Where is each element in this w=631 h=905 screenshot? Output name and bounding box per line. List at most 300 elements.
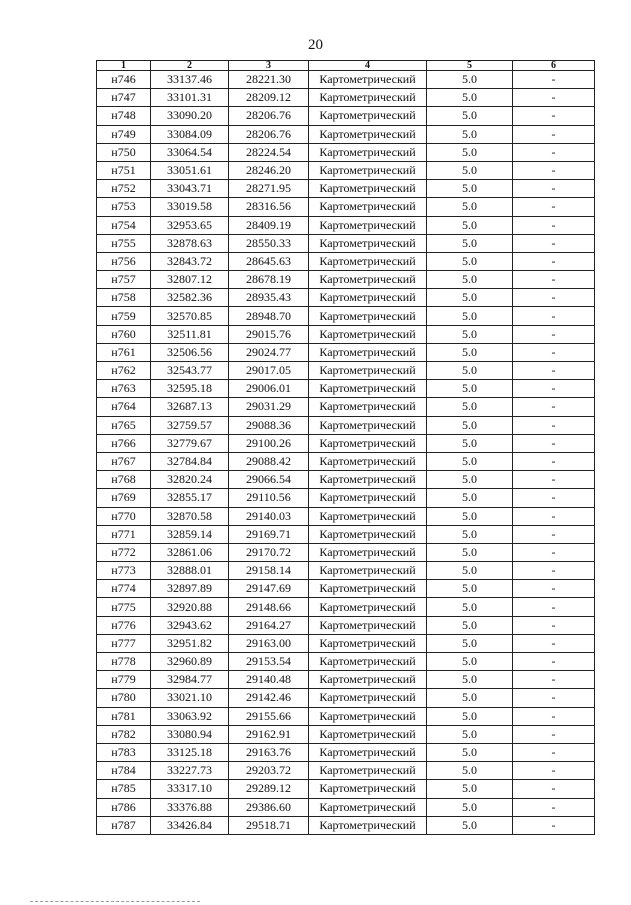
x-coordinate-cell: 33043.71 <box>151 180 229 198</box>
column-header: 6 <box>513 61 595 71</box>
point-id-cell: н757 <box>97 271 151 289</box>
accuracy-cell: 5.0 <box>427 362 513 380</box>
method-cell: Картометрический <box>309 325 427 343</box>
accuracy-cell: 5.0 <box>427 234 513 252</box>
y-coordinate-cell: 28550.33 <box>229 234 309 252</box>
accuracy-cell: 5.0 <box>427 180 513 198</box>
x-coordinate-cell: 32779.67 <box>151 434 229 452</box>
point-id-cell: н772 <box>97 543 151 561</box>
accuracy-cell: 5.0 <box>427 798 513 816</box>
y-coordinate-cell: 29386.60 <box>229 798 309 816</box>
y-coordinate-cell: 29163.76 <box>229 743 309 761</box>
table-row <box>97 580 595 598</box>
accuracy-cell: 5.0 <box>427 562 513 580</box>
point-id-cell: н777 <box>97 634 151 652</box>
note-cell: - <box>513 71 595 89</box>
accuracy-cell: 5.0 <box>427 471 513 489</box>
x-coordinate-cell: 33063.92 <box>151 707 229 725</box>
accuracy-cell: 5.0 <box>427 489 513 507</box>
method-cell: Картометрический <box>309 543 427 561</box>
table-row <box>97 143 595 161</box>
note-cell: - <box>513 143 595 161</box>
x-coordinate-cell: 33090.20 <box>151 107 229 125</box>
y-coordinate-cell: 29158.14 <box>229 562 309 580</box>
y-coordinate-cell: 28246.20 <box>229 161 309 179</box>
method-cell: Картометрический <box>309 616 427 634</box>
note-cell: - <box>513 89 595 107</box>
y-coordinate-cell: 29017.05 <box>229 362 309 380</box>
accuracy-cell: 5.0 <box>427 725 513 743</box>
x-coordinate-cell: 32506.56 <box>151 343 229 361</box>
x-coordinate-cell: 33376.88 <box>151 798 229 816</box>
y-coordinate-cell: 29100.26 <box>229 434 309 452</box>
x-coordinate-cell: 32897.89 <box>151 580 229 598</box>
y-coordinate-cell: 29110.56 <box>229 489 309 507</box>
table-row <box>97 598 595 616</box>
point-id-cell: н770 <box>97 507 151 525</box>
point-id-cell: н767 <box>97 452 151 470</box>
method-cell: Картометрический <box>309 525 427 543</box>
x-coordinate-cell: 32920.88 <box>151 598 229 616</box>
x-coordinate-cell: 33426.84 <box>151 816 229 834</box>
point-id-cell: н753 <box>97 198 151 216</box>
method-cell: Картометрический <box>309 725 427 743</box>
method-cell: Картометрический <box>309 71 427 89</box>
table-row <box>97 689 595 707</box>
method-cell: Картометрический <box>309 252 427 270</box>
column-header: 2 <box>151 61 229 71</box>
y-coordinate-cell: 29170.72 <box>229 543 309 561</box>
note-cell: - <box>513 653 595 671</box>
accuracy-cell: 5.0 <box>427 816 513 834</box>
x-coordinate-cell: 32861.06 <box>151 543 229 561</box>
table-row <box>97 289 595 307</box>
table-row <box>97 543 595 561</box>
accuracy-cell: 5.0 <box>427 634 513 652</box>
y-coordinate-cell: 28409.19 <box>229 216 309 234</box>
y-coordinate-cell: 29162.91 <box>229 725 309 743</box>
table-row <box>97 762 595 780</box>
note-cell: - <box>513 762 595 780</box>
page-number: 20 <box>308 37 323 53</box>
accuracy-cell: 5.0 <box>427 161 513 179</box>
x-coordinate-cell: 32843.72 <box>151 252 229 270</box>
x-coordinate-cell: 32570.85 <box>151 307 229 325</box>
accuracy-cell: 5.0 <box>427 525 513 543</box>
y-coordinate-cell: 28224.54 <box>229 143 309 161</box>
x-coordinate-cell: 32960.89 <box>151 653 229 671</box>
x-coordinate-cell: 32595.18 <box>151 380 229 398</box>
note-cell: - <box>513 252 595 270</box>
x-coordinate-cell: 32820.24 <box>151 471 229 489</box>
note-cell: - <box>513 798 595 816</box>
y-coordinate-cell: 29155.66 <box>229 707 309 725</box>
method-cell: Картометрический <box>309 380 427 398</box>
y-coordinate-cell: 29031.29 <box>229 398 309 416</box>
method-cell: Картометрический <box>309 398 427 416</box>
x-coordinate-cell: 33051.61 <box>151 161 229 179</box>
column-header: 4 <box>309 61 427 71</box>
method-cell: Картометрический <box>309 762 427 780</box>
method-cell: Картометрический <box>309 289 427 307</box>
point-id-cell: н749 <box>97 125 151 143</box>
x-coordinate-cell: 32759.57 <box>151 416 229 434</box>
y-coordinate-cell: 28678.19 <box>229 271 309 289</box>
accuracy-cell: 5.0 <box>427 743 513 761</box>
point-id-cell: н750 <box>97 143 151 161</box>
method-cell: Картометрический <box>309 743 427 761</box>
table-row <box>97 216 595 234</box>
method-cell: Картометрический <box>309 471 427 489</box>
accuracy-cell: 5.0 <box>427 416 513 434</box>
table-row <box>97 780 595 798</box>
method-cell: Картометрический <box>309 562 427 580</box>
note-cell: - <box>513 471 595 489</box>
table-row <box>97 398 595 416</box>
note-cell: - <box>513 125 595 143</box>
y-coordinate-cell: 29518.71 <box>229 816 309 834</box>
y-coordinate-cell: 29140.03 <box>229 507 309 525</box>
point-id-cell: н768 <box>97 471 151 489</box>
note-cell: - <box>513 416 595 434</box>
note-cell: - <box>513 525 595 543</box>
method-cell: Картометрический <box>309 598 427 616</box>
accuracy-cell: 5.0 <box>427 216 513 234</box>
x-coordinate-cell: 32870.58 <box>151 507 229 525</box>
y-coordinate-cell: 29164.27 <box>229 616 309 634</box>
method-cell: Картометрический <box>309 689 427 707</box>
y-coordinate-cell: 29148.66 <box>229 598 309 616</box>
table-row <box>97 489 595 507</box>
accuracy-cell: 5.0 <box>427 507 513 525</box>
accuracy-cell: 5.0 <box>427 107 513 125</box>
point-id-cell: н769 <box>97 489 151 507</box>
y-coordinate-cell: 28316.56 <box>229 198 309 216</box>
note-cell: - <box>513 707 595 725</box>
method-cell: Картометрический <box>309 416 427 434</box>
point-id-cell: н746 <box>97 71 151 89</box>
y-coordinate-cell: 28948.70 <box>229 307 309 325</box>
accuracy-cell: 5.0 <box>427 653 513 671</box>
table-row <box>97 562 595 580</box>
y-coordinate-cell: 28645.63 <box>229 252 309 270</box>
method-cell: Картометрический <box>309 271 427 289</box>
y-coordinate-cell: 29006.01 <box>229 380 309 398</box>
method-cell: Картометрический <box>309 125 427 143</box>
table-row <box>97 671 595 689</box>
table-row <box>97 380 595 398</box>
table-row <box>97 161 595 179</box>
method-cell: Картометрический <box>309 362 427 380</box>
table-row <box>97 743 595 761</box>
method-cell: Картометрический <box>309 452 427 470</box>
method-cell: Картометрический <box>309 653 427 671</box>
table-row <box>97 507 595 525</box>
method-cell: Картометрический <box>309 671 427 689</box>
coordinates-table <box>96 60 595 835</box>
method-cell: Картометрический <box>309 307 427 325</box>
note-cell: - <box>513 452 595 470</box>
accuracy-cell: 5.0 <box>427 380 513 398</box>
y-coordinate-cell: 29203.72 <box>229 762 309 780</box>
table-row <box>97 416 595 434</box>
x-coordinate-cell: 33137.46 <box>151 71 229 89</box>
x-coordinate-cell: 33125.18 <box>151 743 229 761</box>
table-row <box>97 107 595 125</box>
note-cell: - <box>513 307 595 325</box>
method-cell: Картометрический <box>309 634 427 652</box>
table-row <box>97 343 595 361</box>
x-coordinate-cell: 32807.12 <box>151 271 229 289</box>
note-cell: - <box>513 198 595 216</box>
point-id-cell: н773 <box>97 562 151 580</box>
point-id-cell: н747 <box>97 89 151 107</box>
y-coordinate-cell: 29147.69 <box>229 580 309 598</box>
x-coordinate-cell: 33101.31 <box>151 89 229 107</box>
column-header: 5 <box>427 61 513 71</box>
method-cell: Картометрический <box>309 489 427 507</box>
table-row <box>97 816 595 834</box>
footer-divider <box>30 901 200 902</box>
note-cell: - <box>513 598 595 616</box>
y-coordinate-cell: 28209.12 <box>229 89 309 107</box>
note-cell: - <box>513 343 595 361</box>
column-header: 3 <box>229 61 309 71</box>
x-coordinate-cell: 32687.13 <box>151 398 229 416</box>
accuracy-cell: 5.0 <box>427 125 513 143</box>
x-coordinate-cell: 32943.62 <box>151 616 229 634</box>
point-id-cell: н763 <box>97 380 151 398</box>
accuracy-cell: 5.0 <box>427 271 513 289</box>
method-cell: Картометрический <box>309 798 427 816</box>
table-row <box>97 125 595 143</box>
table-row <box>97 798 595 816</box>
column-header: 1 <box>97 61 151 71</box>
accuracy-cell: 5.0 <box>427 289 513 307</box>
accuracy-cell: 5.0 <box>427 543 513 561</box>
accuracy-cell: 5.0 <box>427 434 513 452</box>
point-id-cell: н771 <box>97 525 151 543</box>
note-cell: - <box>513 216 595 234</box>
y-coordinate-cell: 28271.95 <box>229 180 309 198</box>
point-id-cell: н759 <box>97 307 151 325</box>
table-row <box>97 707 595 725</box>
point-id-cell: н751 <box>97 161 151 179</box>
note-cell: - <box>513 180 595 198</box>
point-id-cell: н783 <box>97 743 151 761</box>
method-cell: Картометрический <box>309 89 427 107</box>
method-cell: Картометрический <box>309 343 427 361</box>
accuracy-cell: 5.0 <box>427 143 513 161</box>
point-id-cell: н755 <box>97 234 151 252</box>
x-coordinate-cell: 32953.65 <box>151 216 229 234</box>
table-row <box>97 653 595 671</box>
point-id-cell: н775 <box>97 598 151 616</box>
accuracy-cell: 5.0 <box>427 325 513 343</box>
x-coordinate-cell: 32888.01 <box>151 562 229 580</box>
accuracy-cell: 5.0 <box>427 198 513 216</box>
note-cell: - <box>513 434 595 452</box>
method-cell: Картометрический <box>309 161 427 179</box>
table-row <box>97 362 595 380</box>
table-row <box>97 307 595 325</box>
accuracy-cell: 5.0 <box>427 252 513 270</box>
y-coordinate-cell: 29163.00 <box>229 634 309 652</box>
point-id-cell: н756 <box>97 252 151 270</box>
x-coordinate-cell: 32582.36 <box>151 289 229 307</box>
accuracy-cell: 5.0 <box>427 780 513 798</box>
note-cell: - <box>513 489 595 507</box>
point-id-cell: н784 <box>97 762 151 780</box>
x-coordinate-cell: 33227.73 <box>151 762 229 780</box>
accuracy-cell: 5.0 <box>427 671 513 689</box>
method-cell: Картометрический <box>309 707 427 725</box>
note-cell: - <box>513 616 595 634</box>
point-id-cell: н780 <box>97 689 151 707</box>
accuracy-cell: 5.0 <box>427 707 513 725</box>
note-cell: - <box>513 671 595 689</box>
table-row <box>97 271 595 289</box>
accuracy-cell: 5.0 <box>427 580 513 598</box>
x-coordinate-cell: 32951.82 <box>151 634 229 652</box>
note-cell: - <box>513 325 595 343</box>
note-cell: - <box>513 725 595 743</box>
accuracy-cell: 5.0 <box>427 762 513 780</box>
accuracy-cell: 5.0 <box>427 452 513 470</box>
y-coordinate-cell: 28221.30 <box>229 71 309 89</box>
note-cell: - <box>513 362 595 380</box>
accuracy-cell: 5.0 <box>427 598 513 616</box>
x-coordinate-cell: 32511.81 <box>151 325 229 343</box>
x-coordinate-cell: 33064.54 <box>151 143 229 161</box>
y-coordinate-cell: 29088.42 <box>229 452 309 470</box>
table-row <box>97 434 595 452</box>
point-id-cell: н774 <box>97 580 151 598</box>
y-coordinate-cell: 29015.76 <box>229 325 309 343</box>
method-cell: Картометрический <box>309 434 427 452</box>
method-cell: Картометрический <box>309 143 427 161</box>
note-cell: - <box>513 271 595 289</box>
accuracy-cell: 5.0 <box>427 307 513 325</box>
note-cell: - <box>513 580 595 598</box>
x-coordinate-cell: 33084.09 <box>151 125 229 143</box>
point-id-cell: н758 <box>97 289 151 307</box>
y-coordinate-cell: 29289.12 <box>229 780 309 798</box>
y-coordinate-cell: 29066.54 <box>229 471 309 489</box>
note-cell: - <box>513 780 595 798</box>
table-row <box>97 616 595 634</box>
note-cell: - <box>513 562 595 580</box>
point-id-cell: н785 <box>97 780 151 798</box>
table-row <box>97 325 595 343</box>
point-id-cell: н760 <box>97 325 151 343</box>
x-coordinate-cell: 32855.17 <box>151 489 229 507</box>
note-cell: - <box>513 543 595 561</box>
x-coordinate-cell: 33080.94 <box>151 725 229 743</box>
x-coordinate-cell: 33317.10 <box>151 780 229 798</box>
note-cell: - <box>513 398 595 416</box>
table-row <box>97 471 595 489</box>
point-id-cell: н782 <box>97 725 151 743</box>
method-cell: Картометрический <box>309 198 427 216</box>
table-row <box>97 725 595 743</box>
method-cell: Картометрический <box>309 180 427 198</box>
x-coordinate-cell: 32543.77 <box>151 362 229 380</box>
accuracy-cell: 5.0 <box>427 343 513 361</box>
method-cell: Картометрический <box>309 107 427 125</box>
table-row <box>97 452 595 470</box>
table-row <box>97 71 595 89</box>
x-coordinate-cell: 32784.84 <box>151 452 229 470</box>
method-cell: Картометрический <box>309 216 427 234</box>
accuracy-cell: 5.0 <box>427 616 513 634</box>
method-cell: Картометрический <box>309 580 427 598</box>
point-id-cell: н779 <box>97 671 151 689</box>
x-coordinate-cell: 33019.58 <box>151 198 229 216</box>
point-id-cell: н752 <box>97 180 151 198</box>
table-header-row <box>97 61 595 71</box>
table-row <box>97 198 595 216</box>
note-cell: - <box>513 161 595 179</box>
y-coordinate-cell: 28935.43 <box>229 289 309 307</box>
x-coordinate-cell: 32878.63 <box>151 234 229 252</box>
table-row <box>97 180 595 198</box>
x-coordinate-cell: 32984.77 <box>151 671 229 689</box>
table-row <box>97 89 595 107</box>
note-cell: - <box>513 816 595 834</box>
accuracy-cell: 5.0 <box>427 89 513 107</box>
table-row <box>97 252 595 270</box>
x-coordinate-cell: 33021.10 <box>151 689 229 707</box>
accuracy-cell: 5.0 <box>427 71 513 89</box>
y-coordinate-cell: 29169.71 <box>229 525 309 543</box>
note-cell: - <box>513 234 595 252</box>
table-row <box>97 525 595 543</box>
y-coordinate-cell: 29024.77 <box>229 343 309 361</box>
table-body <box>97 71 595 835</box>
point-id-cell: н761 <box>97 343 151 361</box>
y-coordinate-cell: 28206.76 <box>229 125 309 143</box>
method-cell: Картометрический <box>309 507 427 525</box>
y-coordinate-cell: 29153.54 <box>229 653 309 671</box>
y-coordinate-cell: 29088.36 <box>229 416 309 434</box>
note-cell: - <box>513 507 595 525</box>
point-id-cell: н765 <box>97 416 151 434</box>
y-coordinate-cell: 28206.76 <box>229 107 309 125</box>
accuracy-cell: 5.0 <box>427 398 513 416</box>
point-id-cell: н776 <box>97 616 151 634</box>
point-id-cell: н762 <box>97 362 151 380</box>
note-cell: - <box>513 289 595 307</box>
point-id-cell: н764 <box>97 398 151 416</box>
method-cell: Картометрический <box>309 816 427 834</box>
note-cell: - <box>513 634 595 652</box>
method-cell: Картометрический <box>309 780 427 798</box>
point-id-cell: н781 <box>97 707 151 725</box>
point-id-cell: н787 <box>97 816 151 834</box>
point-id-cell: н786 <box>97 798 151 816</box>
point-id-cell: н754 <box>97 216 151 234</box>
note-cell: - <box>513 689 595 707</box>
y-coordinate-cell: 29140.48 <box>229 671 309 689</box>
table-row <box>97 634 595 652</box>
y-coordinate-cell: 29142.46 <box>229 689 309 707</box>
point-id-cell: н778 <box>97 653 151 671</box>
accuracy-cell: 5.0 <box>427 689 513 707</box>
point-id-cell: н748 <box>97 107 151 125</box>
point-id-cell: н766 <box>97 434 151 452</box>
x-coordinate-cell: 32859.14 <box>151 525 229 543</box>
